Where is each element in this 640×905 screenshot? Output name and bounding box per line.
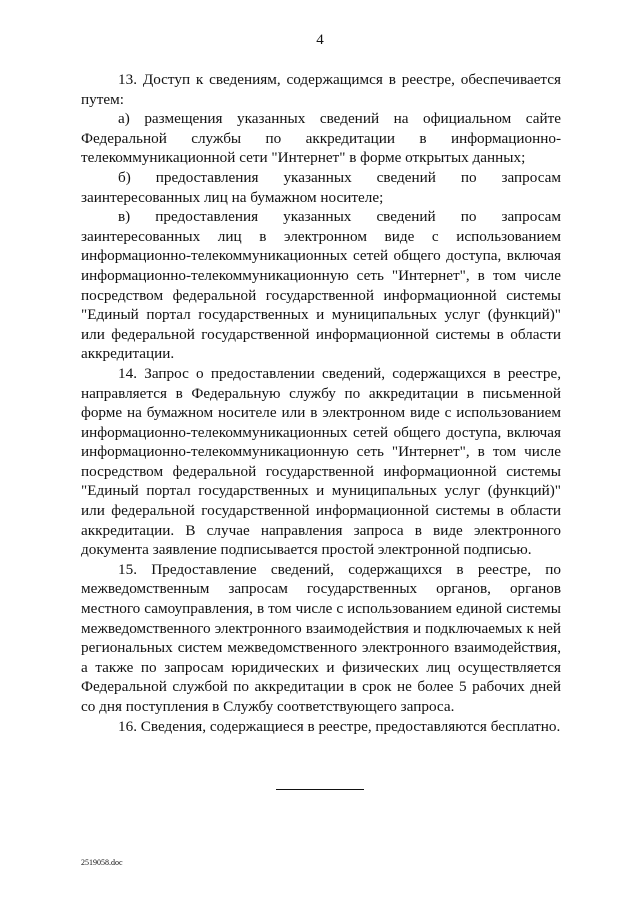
paragraph-13-a: а) размещения указанных сведений на официальном сайте Федеральной службы по аккредитации в информационно-телекоммуникационной сети "Интернет" в форме открытых данных;	[81, 110, 561, 167]
page-number: 4	[316, 32, 324, 48]
paragraph-13-b: б) предоставления указанных сведений по запросам заинтересованных лиц на бумажном носителе;	[81, 168, 561, 206]
paragraph-16: 16. Сведения, содержащиеся в реестре, предоставляются бесплатно.	[118, 717, 561, 735]
end-separator-line	[276, 789, 364, 790]
paragraph-13: 13. Доступ к сведениям, содержащимся в реестре, обеспечивается путем:	[81, 71, 561, 108]
footer-filename: 2519058.doc	[81, 858, 123, 867]
paragraph-15: 15. Предоставление сведений, содержащихся в реестре, по межведомственным запросам государственных органов, органов местного самоуправления, в том числе с использованием единой системы межведомственного электронного взаимодействия и подключаемых к ней региональных систем межведомственного электронного взаимодействия, а также по запросам юридических и физических лиц осуществляется Федеральной службой по аккредитации в срок не более 5 рабочих дней со дня поступления в Службу соответствующего запроса.	[81, 560, 561, 715]
paragraph-13-v: в) предоставления указанных сведений по запросам заинтересованных лиц в электронном виде с использованием информационно-телекоммуникационных сетей общего доступа, включая информационно-телекоммуникационную сеть "Интернет", в том числе посредством федеральной государственной информационной системы "Единый портал государственных и муниципальных услуг (функций)" или федеральной государственной информационной системы в области аккредитации.	[81, 208, 561, 363]
paragraph-14: 14. Запрос о предоставлении сведений, содержащихся в реестре, направляется в Федеральную службу по аккредитации в письменной форме на бумажном носителе или в электронном виде с использованием информационно-телекоммуникационных сетей общего доступа, включая информационно-телекоммуникационную сеть "Интернет", в том числе посредством федеральной государственной информационной системы "Единый портал государственных и муниципальных услуг (функций)" или федеральной государственной информационной системы в области аккредитации. В случае направления запроса в виде электронного документа заявление подписывается простой электронной подписью.	[81, 364, 561, 559]
document-body	[81, 70, 561, 736]
